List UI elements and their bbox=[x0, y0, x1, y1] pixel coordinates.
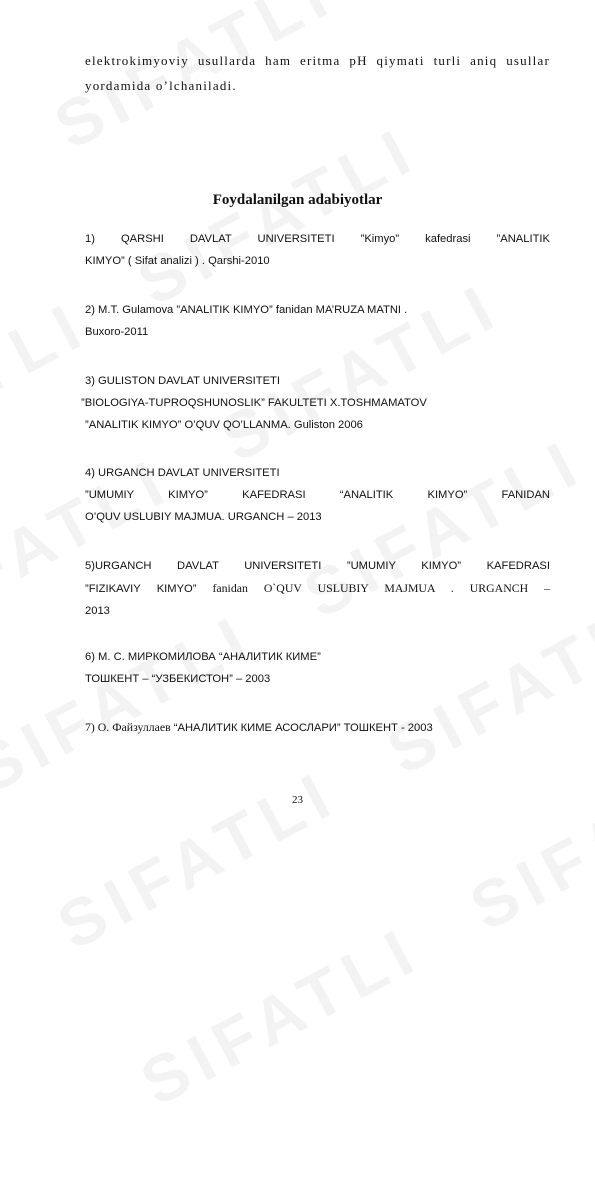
reference-line: Buxoro-2011 bbox=[85, 326, 149, 338]
reference-line: ”UMUMIY KIMYO” KAFEDRASI “ANALITIK KIMYO” FANIDAN bbox=[85, 489, 550, 501]
references-heading: Foydalanilgan adabiyotlar bbox=[212, 192, 383, 208]
reference-fragment: 7) О. Файзуллаев bbox=[85, 720, 171, 734]
reference-line: 5)URGANCH DAVLAT UNIVERSITETI ”UMUMIY KIMYO” KAFEDRASI bbox=[85, 560, 550, 572]
intro-line: elektrokimyoviy usullarda ham eritma pH qiymati turli aniq usullar bbox=[85, 53, 550, 68]
reference-item-3 bbox=[81, 370, 550, 436]
reference-item-4 bbox=[85, 462, 550, 528]
reference-item-7 bbox=[85, 716, 550, 739]
reference-line: 4) URGANCH DAVLAT UNIVERSITETI bbox=[85, 467, 280, 479]
reference-line: ”BIOLOGIYA-TUPROQSHUNOSLIK” FAKULTETI X.TOSHMAMATOV bbox=[81, 397, 427, 409]
reference-line: KIMYO” ( Sifat analizi ) . Qarshi-2010 bbox=[85, 255, 270, 267]
intro-paragraph bbox=[85, 48, 550, 98]
reference-fragment: fanidan O`QUV USLUBIY MAJMUA . URGANCH – bbox=[196, 581, 551, 595]
reference-line: O’QUV USLUBIY MAJMUA. URGANCH – 2013 bbox=[85, 511, 322, 523]
reference-item-2 bbox=[85, 299, 550, 343]
reference-fragment: ”FIZIKAVIY KIMYO” bbox=[85, 583, 197, 595]
reference-item-5 bbox=[85, 555, 550, 622]
reference-line: 1) QARSHI DAVLAT UNIVERSITETI ”Kimyo” kafedrasi ”ANALITIK bbox=[85, 233, 550, 245]
reference-line: 6) М. С. МИРКОМИЛОВА “АНАЛИТИК КИМЕ” bbox=[85, 651, 321, 663]
reference-item-1 bbox=[85, 228, 550, 272]
reference-line bbox=[85, 716, 550, 739]
page-number: 23 bbox=[292, 794, 303, 806]
reference-line: 2) M.T. Gulamova ”ANALITIK KIMYO” fanidan MA’RUZA MATNI . bbox=[85, 304, 408, 316]
reference-line: ”ANALITIK KIMYO” O’QUV QO’LLANMA. Guliston 2006 bbox=[85, 419, 363, 431]
reference-fragment: “АНАЛИТИК КИМЕ АСОСЛАРИ” ТОШКЕНТ - 2003 bbox=[170, 722, 433, 734]
reference-line: 2013 bbox=[85, 605, 110, 617]
reference-item-6 bbox=[85, 646, 550, 690]
reference-line: ТОШКЕНТ – “УЗБЕКИСТОН” – 2003 bbox=[85, 673, 271, 685]
intro-line: yordamida o’lchaniladi. bbox=[85, 78, 237, 93]
reference-line bbox=[85, 577, 550, 600]
reference-line: 3) GULISTON DAVLAT UNIVERSITETI bbox=[85, 375, 280, 387]
